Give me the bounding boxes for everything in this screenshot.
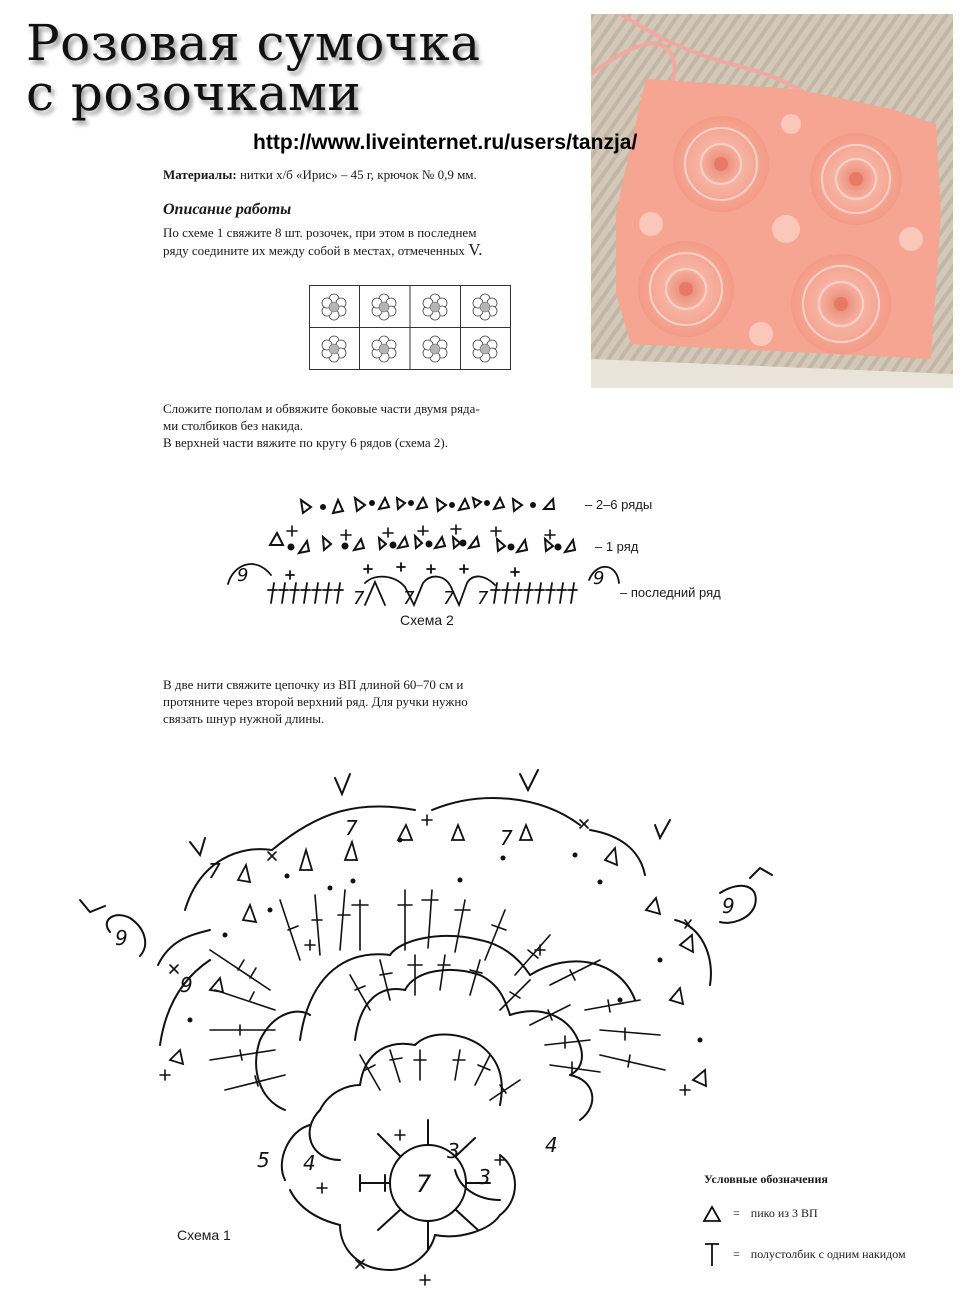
row-1-stitches: [270, 525, 575, 553]
num-5: 5: [257, 1148, 270, 1172]
last-row-stitches: [228, 563, 619, 605]
bag-photo: [591, 14, 953, 388]
num-3b: 3: [478, 1165, 491, 1189]
scheme2-num-7c: 7: [443, 588, 455, 609]
num-center-7: 7: [416, 1170, 432, 1198]
legend-eq-2: =: [733, 1246, 740, 1261]
rose-motif-icon: [322, 294, 346, 320]
scheme2-num-9-left: 9: [237, 565, 249, 586]
para1-line1: По схеме 1 свяжите 8 шт. розочек, при этом в последнем: [163, 225, 477, 240]
num-9c: 9: [722, 894, 735, 918]
legend-eq-1: =: [733, 1205, 740, 1220]
crochet-bag-image: [591, 14, 953, 388]
num-7b: 7: [208, 859, 221, 883]
materials-line: [163, 166, 477, 183]
row-2-6-picots: [301, 498, 554, 513]
legend-text-1: пико из 3 ВП: [750, 1205, 818, 1220]
num-4a: 4: [303, 1151, 316, 1175]
num-9b: 9: [115, 926, 128, 950]
title-line-2: с розочками: [26, 64, 362, 122]
row-label-last: – последний ряд: [620, 585, 721, 600]
petal-rings: [160, 936, 635, 1270]
num-3a: 3: [447, 1139, 460, 1163]
scheme-2-diagram: [215, 485, 775, 635]
scheme-1-diagram: [60, 760, 780, 1290]
legend-item-half-dc: [702, 1242, 906, 1268]
scheme1-caption: Схема 1: [177, 1227, 231, 1243]
para3-line1: В две нити свяжите цепочку из ВП длиной 60–70 см и: [163, 677, 464, 692]
materials-text: нитки х/б «Ирис» – 45 г, крючок № 0,9 мм.: [236, 167, 477, 182]
scheme2-num-7d: 7: [477, 588, 489, 609]
scheme2-caption: Схема 2: [400, 612, 454, 628]
para3-line3: связать шнур нужной длины.: [163, 711, 325, 726]
stitch-rays: [210, 890, 665, 1100]
legend-text-2: полустолбик с одним накидом: [750, 1246, 906, 1261]
v-mark: V.: [468, 240, 483, 259]
join-v-marks: [80, 770, 772, 912]
para1-line2-text: ряду соедините их между собой в местах, отмеченных: [163, 243, 465, 258]
title-line-1: Розовая сумочка: [26, 14, 481, 72]
source-url[interactable]: http://www.liveinternet.ru/users/tanzja/: [253, 131, 638, 154]
para2-line1: Сложите пополам и обвяжите боковые части двумя ряда-: [163, 401, 480, 416]
legend-title: Условные обозначения: [704, 1172, 828, 1186]
rose-layout-grid: [309, 285, 511, 370]
para3-line2: протяните через второй верхний ряд. Для ручки нужно: [163, 694, 468, 709]
triangle-icon: [702, 1205, 722, 1223]
picots: [170, 825, 706, 1086]
num-7c: 7: [500, 826, 513, 850]
para1-line2: [163, 241, 483, 259]
scheme2-num-7a: 7: [353, 588, 365, 609]
description-heading: Описание работы: [163, 201, 292, 218]
num-4b: 4: [545, 1133, 558, 1157]
num-9a: 9: [180, 973, 193, 997]
row-label-1: – 1 ряд: [595, 539, 639, 554]
page-title: [26, 14, 481, 122]
dots: [188, 838, 703, 1043]
row-label-2-6: – 2–6 ряды: [585, 497, 653, 512]
para2-line2: ми столбиков без накида.: [163, 418, 304, 433]
num-7a: 7: [345, 816, 358, 840]
para2-line3: В верхней части вяжите по кругу 6 рядов (схема 2).: [163, 435, 449, 450]
scheme2-num-9-right: 9: [593, 568, 605, 589]
scheme2-num-7b: 7: [403, 588, 415, 609]
materials-label: Материалы:: [163, 167, 237, 182]
t-stitch-icon: [702, 1242, 722, 1268]
legend-item-picot: [702, 1205, 818, 1223]
